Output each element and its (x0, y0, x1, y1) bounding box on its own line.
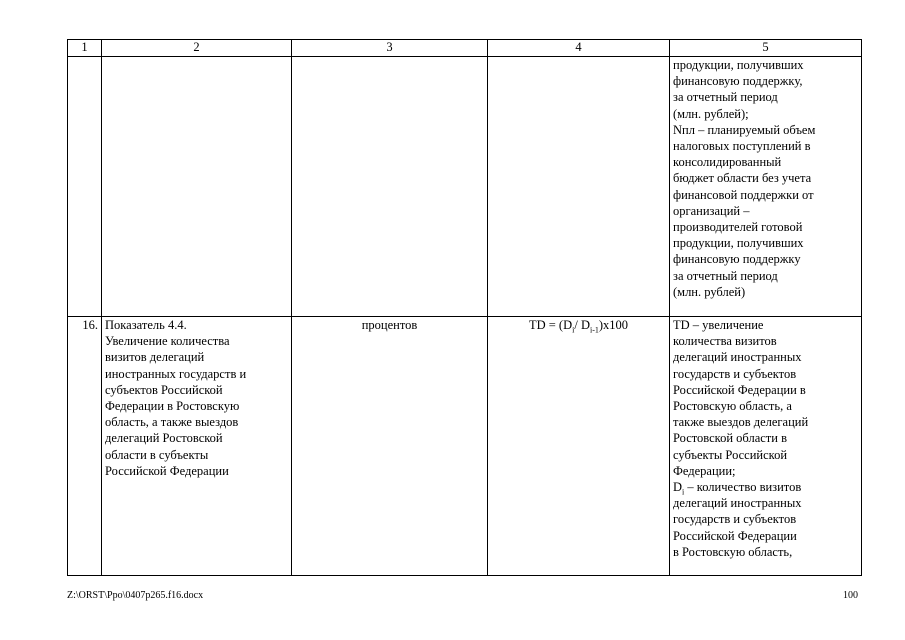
di-symbol: D (673, 480, 683, 495)
cell-text-line: организаций – (673, 203, 750, 218)
table-row-16 (68, 317, 862, 576)
row-number: 16. (68, 317, 102, 576)
header-col-5: 5 (670, 40, 862, 57)
table-header-row (68, 40, 862, 57)
indicator-text-line: Федерации в Ростовскую (105, 399, 240, 414)
indicator-text-line: области в субъекты (105, 447, 209, 462)
indicator-text-line: область, а также выездов (105, 415, 239, 430)
indicator-text-line: Увеличение количества (105, 334, 230, 349)
di-definition-line (673, 479, 858, 495)
cell-text-line: финансовую поддержку, (673, 74, 803, 89)
explanation-cell (670, 317, 862, 576)
footer-file-path: Z:\ORST\Ppo\0407p265.f16.docx (67, 590, 204, 601)
cont-cell-2 (102, 57, 292, 317)
header-col-1: 1 (68, 40, 102, 57)
formula-sub-i-1: i-1 (589, 325, 599, 335)
explanation-text-line: Российской Федерации (673, 528, 797, 543)
explanation-text-line: субъекты Российской (673, 447, 788, 462)
cell-text-line: продукции, получивших (673, 236, 804, 251)
explanation-text-line: в Ростовскую область, (673, 544, 793, 559)
formula-mid: / D (574, 318, 590, 332)
explanation-text-line: количества визитов (673, 334, 777, 349)
indicator-text-line: делегаций Ростовской (105, 431, 223, 446)
indicator-text-line: Российской Федерации (105, 463, 229, 478)
explanation-text-line: государств и субъектов (673, 366, 797, 381)
explanation-text-line: делегаций иностранных (673, 496, 802, 511)
cell-text-line: Nпл – планируемый объем (673, 122, 816, 137)
formula-suffix: )x100 (598, 318, 629, 332)
formula-cell (488, 317, 670, 576)
unit-cell: процентов (292, 317, 488, 576)
cell-text-line: производителей готовой (673, 220, 803, 235)
cell-text-line: налоговых поступлений в (673, 139, 811, 154)
indicator-text-line: Показатель 4.4. (105, 318, 187, 332)
header-col-2: 2 (102, 40, 292, 57)
explanation-text-line: Российской Федерации в (673, 382, 806, 397)
footer-page-number: 100 (843, 590, 858, 601)
document-table (67, 39, 862, 576)
explanation-text-line: Федерации; (673, 463, 736, 478)
cell-text-line: бюджет области без учета (673, 171, 812, 186)
header-col-3: 3 (292, 40, 488, 57)
indicator-text-line: иностранных государств и (105, 366, 247, 381)
formula-prefix: TD = (D (528, 318, 573, 332)
cont-cell-1 (68, 57, 102, 317)
explanation-text-line: TD – увеличение (673, 318, 764, 332)
explanation-text-line: Ростовскую область, а (673, 399, 792, 414)
cont-cell-3 (292, 57, 488, 317)
cell-text-line: консолидированный (673, 155, 782, 170)
cell-text-line: финансовой поддержки от (673, 187, 814, 202)
cell-text-line: продукции, получивших (673, 58, 804, 72)
cont-cell-5 (670, 57, 862, 317)
table-row-continuation (68, 57, 862, 317)
formula-sub-i: i (572, 325, 575, 335)
explanation-text-line: также выездов делегаций (673, 415, 809, 430)
cont-cell-4 (488, 57, 670, 317)
cell-text-line: за отчетный период (673, 268, 778, 283)
cell-text-line: (млн. рублей); (673, 106, 749, 121)
explanation-text-line: делегаций иностранных (673, 350, 802, 365)
header-col-4: 4 (488, 40, 670, 57)
di-sub: i (682, 487, 685, 497)
explanation-text-line: Ростовской области в (673, 431, 787, 446)
cell-text-line: (млн. рублей) (673, 284, 746, 299)
indicator-description (102, 317, 292, 576)
cell-text-line: за отчетный период (673, 90, 778, 105)
indicator-text-line: субъектов Российской (105, 382, 223, 397)
explanation-text-line: государств и субъектов (673, 512, 797, 527)
di-rest: – количество визитов (684, 480, 802, 495)
cell-text-line: финансовую поддержку (673, 252, 801, 267)
indicator-text-line: визитов делегаций (105, 350, 205, 365)
